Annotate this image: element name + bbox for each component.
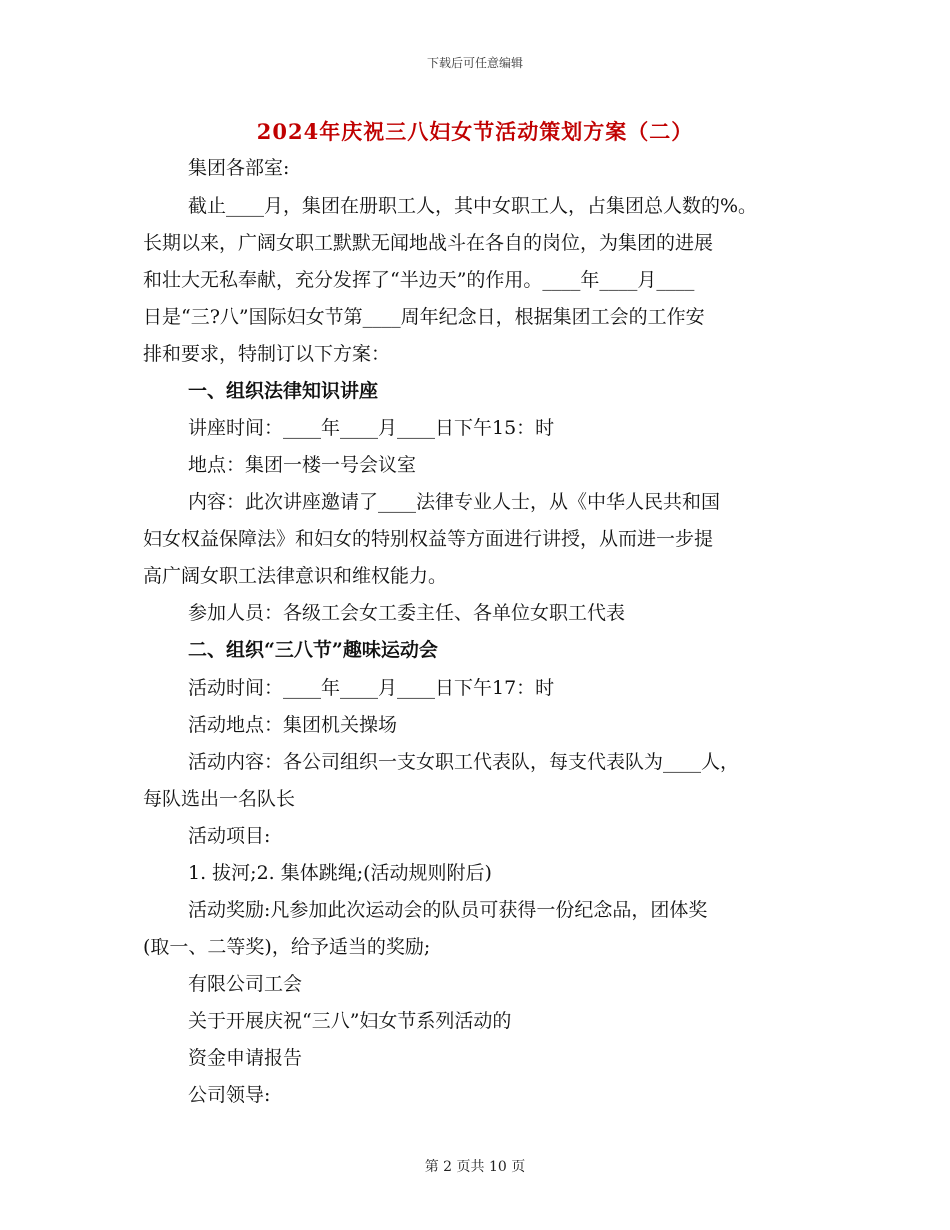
paragraph-line: 讲座时间：____年____月____日下午15：时 [188,417,555,439]
paragraph-line: 关于开展庆祝“三八”妇女节系列活动的 [188,1010,512,1032]
paragraph-line: 高广阔女职工法律意识和维权能力。 [143,565,448,587]
paragraph-line: 排和要求，特制订以下方案： [143,343,391,365]
paragraph-line: (取一、二等奖)，给予适当的奖励; [143,936,431,958]
section-heading: 二、组织“三八节”趣味运动会 [188,639,438,661]
paragraph-line: 参加人员：各级工会女工委主任、各单位女职工代表 [188,602,626,624]
paragraph-line: 1. 拔河;2. 集体跳绳;(活动规则附后) [188,862,492,884]
paragraph-line: 活动时间：____年____月____日下午17：时 [188,677,555,699]
header-note: 下载后可任意编辑 [426,56,523,70]
paragraph-line: 资金申请报告 [188,1047,303,1069]
paragraph-line: 每队选出一名队长 [143,788,296,810]
paragraph-line: 日是“三?八”国际妇女节第____周年纪念日，根据集团工会的工作安 [143,306,705,328]
paragraph-line: 活动内容：各公司组织一支女职工代表队，每支代表队为____人， [188,751,740,773]
paragraph-line: 内容：此次讲座邀请了____法律专业人士，从《中华人民共和国 [188,491,721,513]
paragraph-line: 地点：集团一楼一号会议室 [188,454,417,476]
document-title: 2024年庆祝三八妇女节活动策划方案（二） [256,119,694,144]
paragraph-line: 有限公司工会 [188,973,303,995]
page-number: 第 2 页共 10 页 [424,1159,526,1175]
paragraph-line: 活动奖励:凡参加此次运动会的队员可获得一份纪念品，团体奖 [188,899,708,921]
paragraph-line: 公司领导: [188,1084,271,1106]
paragraph-line: 妇女权益保障法》和妇女的特别权益等方面进行讲授，从而进一步提 [143,528,714,550]
paragraph-line: 活动地点：集团机关操场 [188,714,398,736]
paragraph-line: 活动项目: [188,825,271,847]
paragraph-line: 截止____月，集团在册职工人，其中女职工人，占集团总人数的%。 [188,195,758,217]
paragraph-line: 和壮大无私奉献，充分发挥了“半边天”的作用。____年____月____ [143,269,695,291]
section-heading: 一、组织法律知识讲座 [188,380,379,402]
paragraph-line: 长期以来，广阔女职工默默无闻地战斗在各自的岗位，为集团的进展 [143,232,714,254]
salutation: 集团各部室: [188,157,290,179]
